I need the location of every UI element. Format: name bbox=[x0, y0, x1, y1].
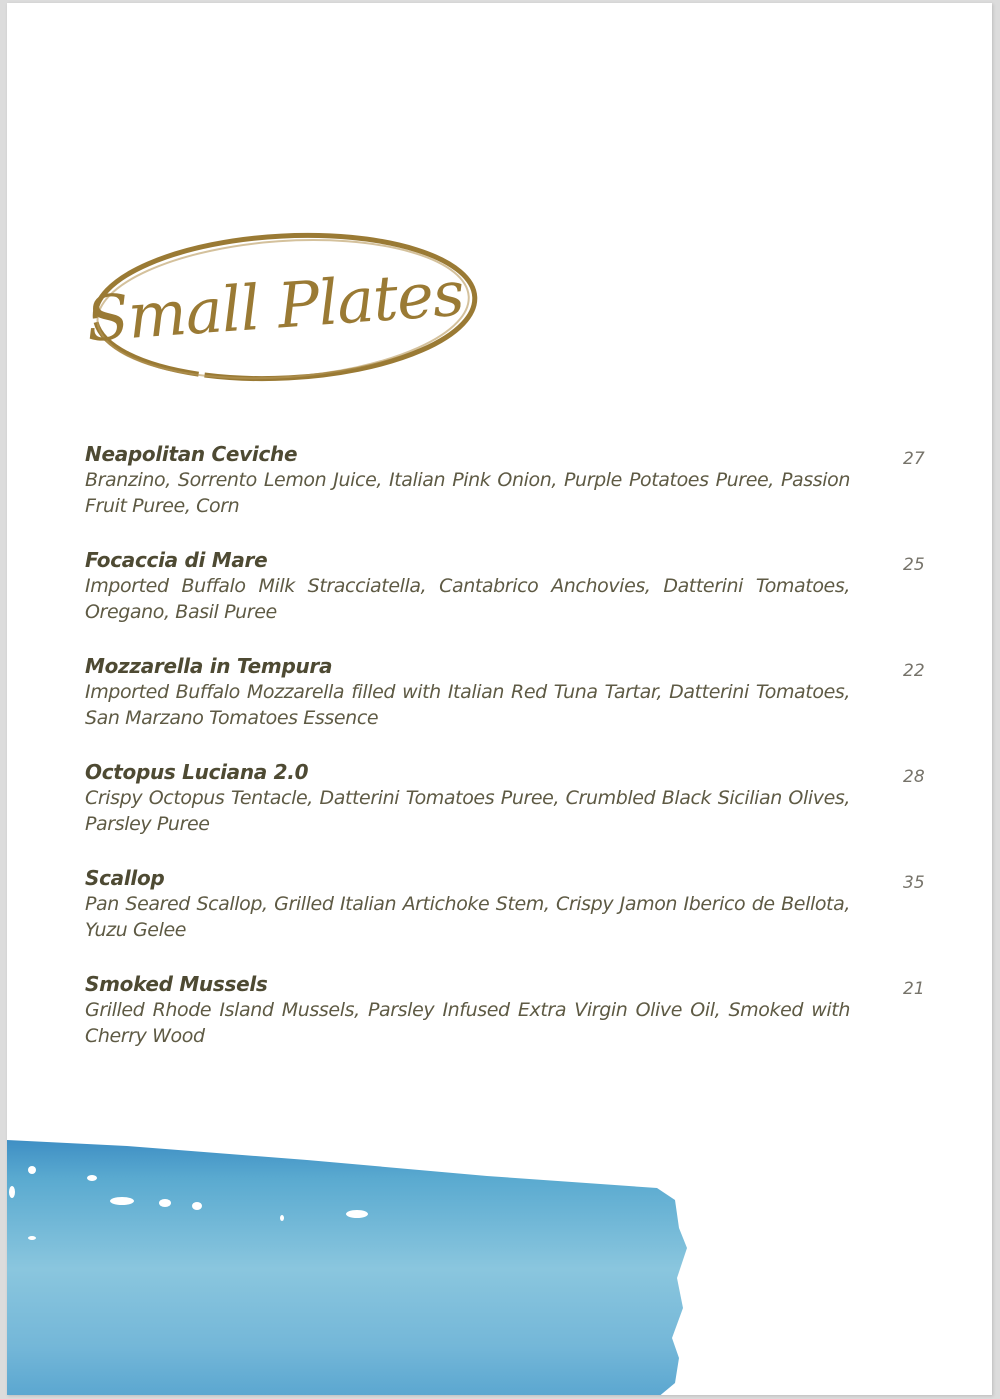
menu-item bbox=[85, 971, 930, 1077]
item-name: Smoked Mussels bbox=[85, 972, 268, 996]
item-price: 22 bbox=[903, 661, 925, 681]
menu-page bbox=[7, 3, 992, 1395]
item-description: Imported Buffalo Milk Stracciatella, Cantabrico Anchovies, Datterini Tomatoes, Oregano, Basil Puree bbox=[85, 575, 850, 623]
item-price: 25 bbox=[903, 555, 925, 575]
menu-item bbox=[85, 865, 930, 971]
item-description: Crispy Octopus Tentacle, Datterini Tomatoes Puree, Crumbled Black Sicilian Olives, Parsley Puree bbox=[85, 787, 850, 835]
section-title: Small Plates bbox=[84, 256, 466, 356]
item-price: 35 bbox=[903, 873, 925, 893]
item-description: Imported Buffalo Mozzarella filled with Italian Red Tuna Tartar, Datterini Tomatoes, San Marzano Tomatoes Essence bbox=[85, 681, 850, 729]
item-name: Mozzarella in Tempura bbox=[85, 654, 333, 678]
item-price: 21 bbox=[903, 979, 925, 999]
item-price: 28 bbox=[903, 767, 925, 787]
item-name: Octopus Luciana 2.0 bbox=[85, 760, 309, 784]
section-title-badge bbox=[85, 225, 485, 390]
watercolor-decoration bbox=[7, 1138, 707, 1395]
item-price: 27 bbox=[903, 449, 925, 469]
menu-item bbox=[85, 759, 930, 865]
item-name: Scallop bbox=[85, 866, 165, 890]
item-name: Neapolitan Ceviche bbox=[85, 442, 298, 466]
item-name: Focaccia di Mare bbox=[85, 548, 268, 572]
item-description: Branzino, Sorrento Lemon Juice, Italian Pink Onion, Purple Potatoes Puree, Passion Fruit Puree, Corn bbox=[85, 469, 850, 517]
menu-item bbox=[85, 653, 930, 759]
watercolor-wave-icon bbox=[7, 1138, 707, 1395]
menu-item-list bbox=[85, 441, 930, 1077]
item-description: Grilled Rhode Island Mussels, Parsley Infused Extra Virgin Olive Oil, Smoked with Cherry Wood bbox=[85, 999, 850, 1047]
item-description: Pan Seared Scallop, Grilled Italian Artichoke Stem, Crispy Jamon Iberico de Bellota, Yuzu Gelee bbox=[85, 893, 850, 941]
menu-item bbox=[85, 547, 930, 653]
menu-item bbox=[85, 441, 930, 547]
